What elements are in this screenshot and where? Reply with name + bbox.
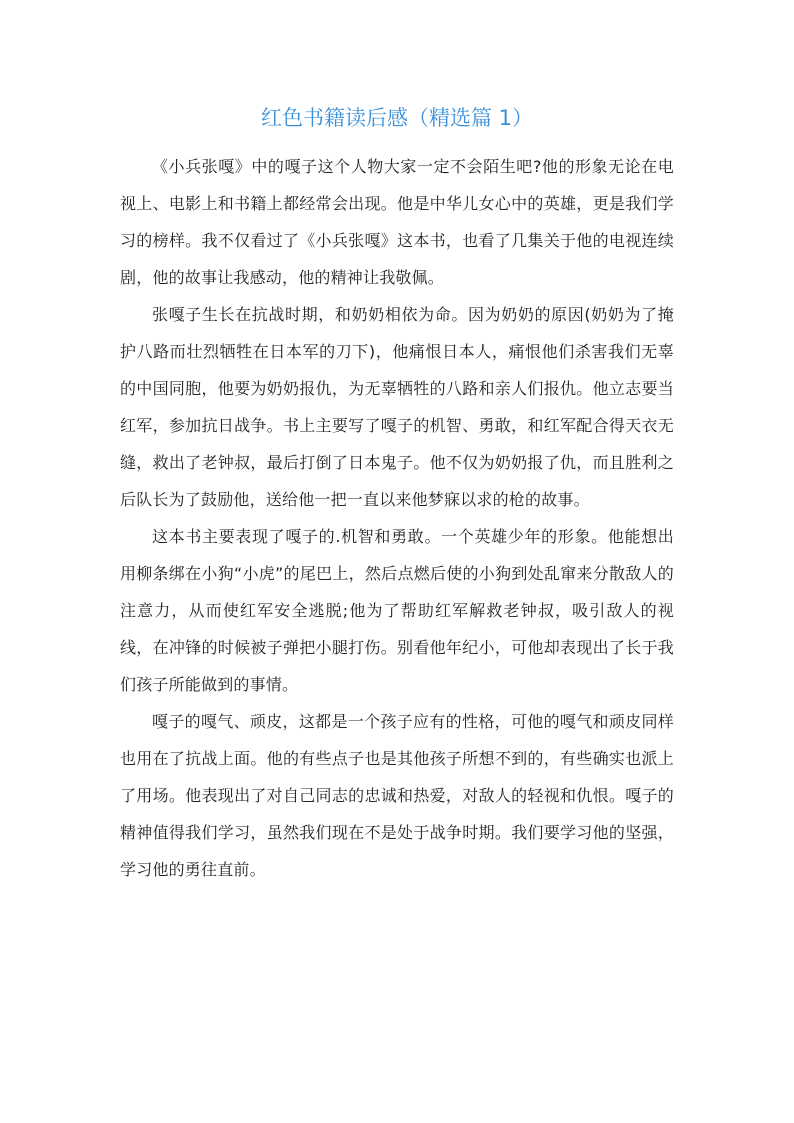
paragraph-4: 嘎子的嘎气、顽皮，这都是一个孩子应有的性格，可他的嘎气和顽皮同样也用在了抗战上面。他的有些点子也是其他孩子所想不到的，有些确实也派上了用场。他表现出了对自己同志的忠诚和热爱，对敌人的轻视和仇恨。嘎子的精神值得我们学习，虽然我们现在不是处于战争时期。我们要学习他的坚强，学习他的勇往直前。 — [120, 712, 674, 879]
paragraph-1: 《小兵张嘎》中的嘎子这个人物大家一定不会陌生吧?他的形象无论在电视上、电影上和书籍上都经常会出现。他是中华儿女心中的英雄，更是我们学习的榜样。我不仅看过了《小兵张嘎》这本书，也看了几集关于他的电视连续剧，他的故事让我感动，他的精神让我敬佩。 — [120, 157, 674, 287]
document-title: 红色书籍读后感（精选篇 1） — [260, 106, 534, 130]
paragraph-3: 这本书主要表现了嘎子的.机智和勇敢。一个英雄少年的形象。他能想出用柳条绑在小狗“小虎”的尾巴上，然后点燃后使的小狗到处乱窜来分散敌人的注意力，从而使红军安全逃脱;他为了帮助红军解救老钟叔，吸引敌人的视线，在冲锋的时候被子弹把小腿打伤。别看他年纪小，可他却表现出了长于我们孩子所能做到的事情。 — [120, 527, 674, 694]
document-page — [120, 98, 674, 888]
paragraph-2: 张嘎子生长在抗战时期，和奶奶相依为命。因为奶奶的原因(奶奶为了掩护八路而壮烈牺牲在日本军的刀下)，他痛恨日本人，痛恨他们杀害我们无辜的中国同胞，他要为奶奶报仇，为无辜牺牲的八路和亲人们报仇。他立志要当红军，参加抗日战争。书上主要写了嘎子的机智、勇敢，和红军配合得天衣无缝，救出了老钟叔，最后打倒了日本鬼子。他不仅为奶奶报了仇，而且胜利之后队长为了鼓励他，送给他一把一直以来他梦寐以求的枪的故事。 — [120, 305, 674, 509]
